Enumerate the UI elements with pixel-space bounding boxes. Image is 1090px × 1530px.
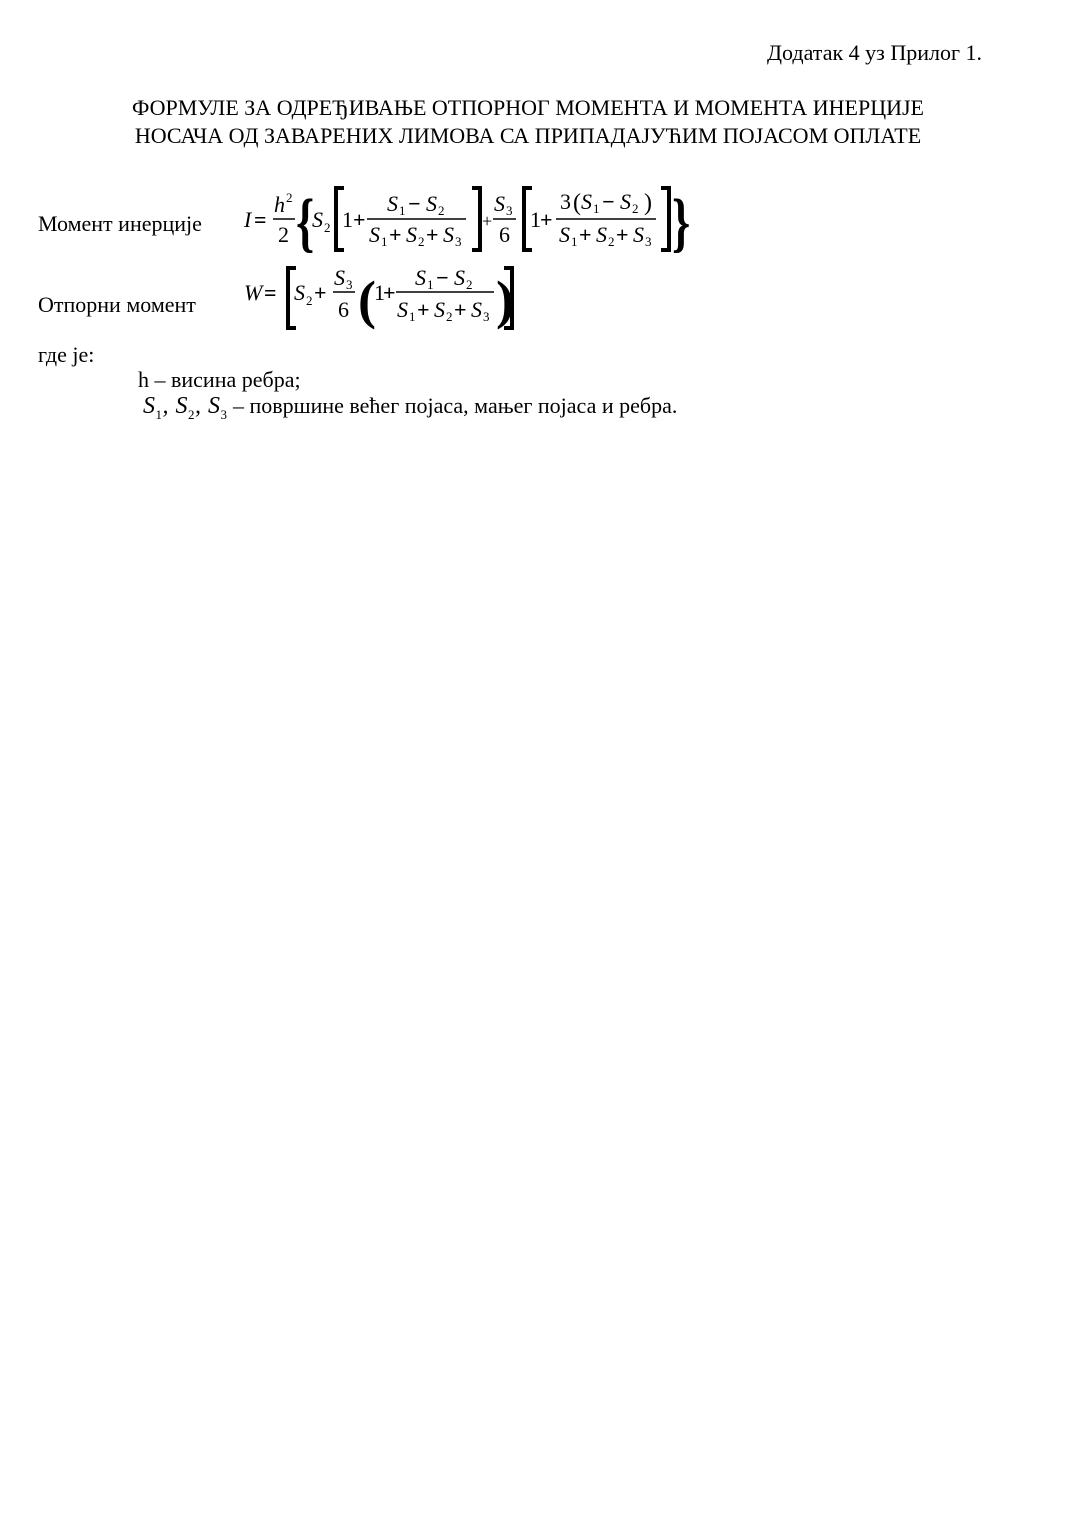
svg-text:2: 2 [466, 277, 473, 292]
svg-text:1: 1 [399, 203, 406, 218]
inertia-formula [240, 180, 690, 260]
svg-text:S: S [415, 265, 426, 290]
svg-text:S: S [471, 297, 482, 322]
svg-text:+: + [353, 207, 366, 232]
svg-text:+: + [482, 211, 493, 231]
svg-text:S: S [596, 222, 607, 247]
svg-text:3: 3 [346, 277, 353, 292]
area-definition [143, 393, 677, 423]
svg-text:2: 2 [278, 222, 289, 247]
svg-text:6: 6 [338, 297, 349, 322]
svg-text:3: 3 [560, 189, 571, 214]
svg-text:+: + [389, 222, 402, 247]
svg-text:S: S [581, 189, 592, 214]
svg-text:+: + [314, 280, 327, 305]
svg-text:1: 1 [571, 234, 578, 249]
svg-text:S: S [454, 265, 465, 290]
svg-text:S: S [334, 265, 345, 290]
svg-text:=: = [254, 207, 267, 232]
svg-text:I: I [244, 207, 252, 232]
area-definition-text: – површине већег појаса, мањег појаса и ребра. [233, 393, 678, 418]
svg-text:1: 1 [342, 207, 353, 232]
svg-text:S: S [406, 222, 417, 247]
svg-text:1: 1 [374, 280, 385, 305]
svg-text:2: 2 [446, 309, 453, 324]
svg-text:(: ( [358, 270, 376, 330]
svg-text:S: S [312, 207, 323, 232]
svg-text:2: 2 [286, 190, 293, 205]
inertia-label: Момент инерције [38, 211, 202, 236]
section-modulus-formula [240, 262, 530, 336]
svg-text:6: 6 [499, 222, 510, 247]
svg-text:(: ( [573, 190, 581, 216]
svg-text:2: 2 [438, 203, 445, 218]
svg-text:h: h [274, 192, 285, 217]
svg-text:W: W [244, 280, 263, 305]
svg-text:+: + [426, 222, 439, 247]
svg-text:S: S [294, 280, 305, 305]
svg-text:+: + [579, 222, 592, 247]
svg-text:+: + [540, 207, 553, 232]
svg-text:1: 1 [530, 207, 541, 232]
svg-text:S: S [369, 222, 380, 247]
where-label: где је: [38, 342, 95, 367]
height-definition: h – висина ребра; [138, 367, 301, 392]
svg-text:1: 1 [593, 201, 600, 216]
svg-text:2: 2 [608, 234, 615, 249]
svg-text:2: 2 [632, 201, 639, 216]
document-title [0, 94, 1056, 150]
area-symbols: $S_1$, $S_2$, $S_3$ [143, 393, 228, 422]
svg-text:=: = [264, 280, 277, 305]
svg-text:}: } [672, 186, 690, 260]
svg-text:S: S [426, 191, 437, 216]
svg-text:3: 3 [645, 234, 652, 249]
svg-text:−: − [408, 191, 421, 216]
svg-text:S: S [633, 222, 644, 247]
svg-text:): ) [644, 190, 652, 216]
svg-text:+: + [417, 297, 430, 322]
svg-text:+: + [383, 280, 396, 305]
section-modulus-label: Отпорни момент [38, 292, 196, 317]
svg-text:S: S [387, 191, 398, 216]
svg-text:{: { [296, 186, 315, 260]
svg-text:): ) [496, 270, 514, 330]
svg-text:S: S [434, 297, 445, 322]
title-line-1: ФОРМУЛЕ ЗА ОДРЕЂИВАЊЕ ОТПОРНОГ МОМЕНТА И МОМЕНТА ИНЕРЦИЈЕ [132, 95, 924, 120]
svg-text:S: S [397, 297, 408, 322]
appendix-reference: Додатак 4 уз Прилог 1. [767, 40, 982, 65]
svg-text:+: + [616, 222, 629, 247]
svg-text:S: S [559, 222, 570, 247]
svg-text:3: 3 [483, 309, 490, 324]
svg-text:1: 1 [409, 309, 416, 324]
svg-text:3: 3 [506, 203, 513, 218]
svg-text:3: 3 [455, 234, 462, 249]
svg-text:+: + [454, 297, 467, 322]
title-line-2: НОСАЧА ОД ЗАВАРЕНИХ ЛИМОВА СА ПРИПАДАЈУЋИМ ПОЈАСОМ ОПЛАТЕ [134, 123, 922, 148]
svg-text:2: 2 [418, 234, 425, 249]
svg-text:S: S [443, 222, 454, 247]
svg-text:1: 1 [381, 234, 388, 249]
svg-text:2: 2 [324, 220, 331, 235]
svg-text:−: − [436, 265, 449, 290]
svg-text:S: S [494, 191, 505, 216]
svg-text:−: − [602, 189, 615, 214]
svg-text:1: 1 [427, 277, 434, 292]
svg-text:2: 2 [306, 293, 313, 308]
svg-text:S: S [620, 189, 631, 214]
